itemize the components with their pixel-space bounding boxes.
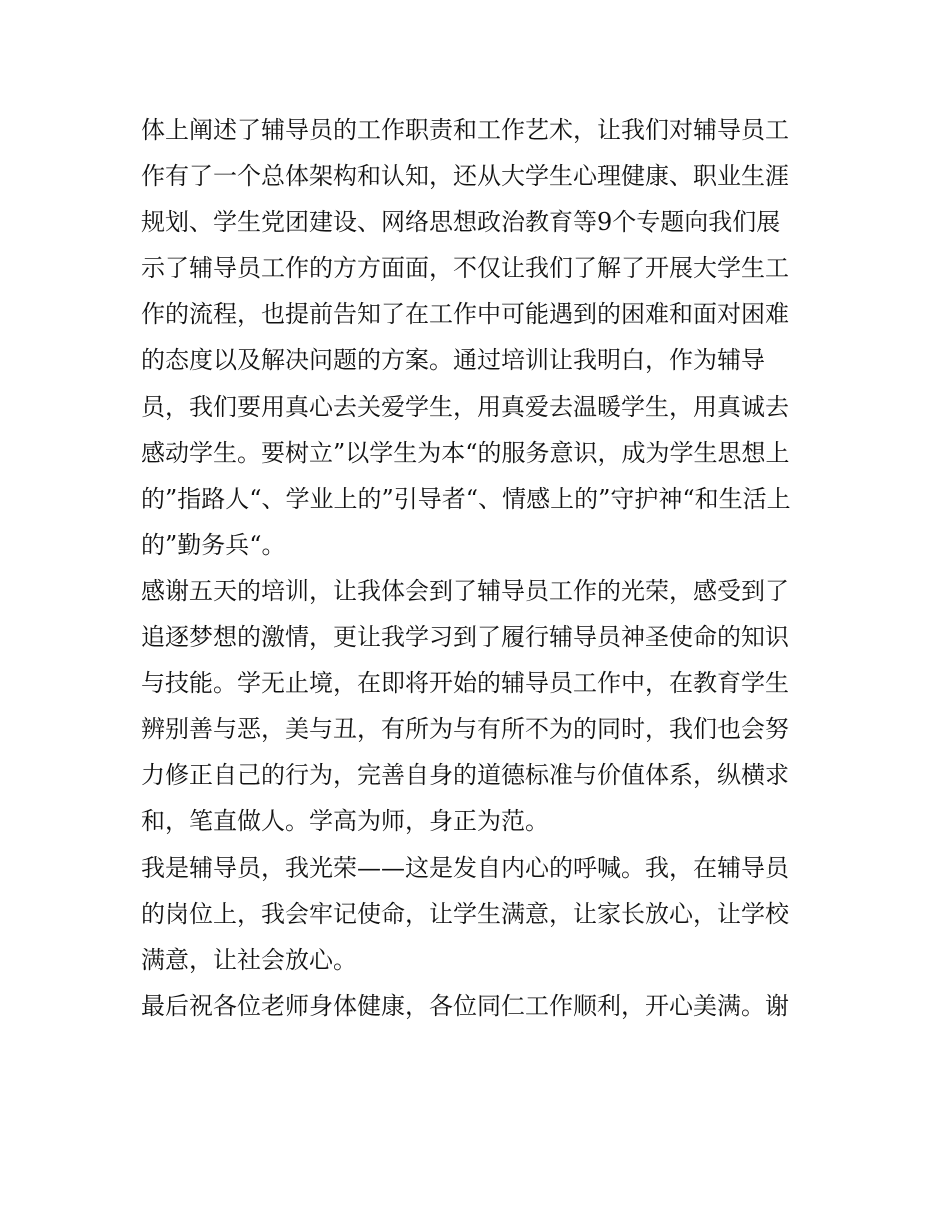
text-line: 的岗位上，我会牢记使命，让学生满意，让家长放心，让学校: [141, 899, 789, 928]
text-line: 员，我们要用真心去关爱学生，用真爱去温暖学生，用真诚去: [141, 392, 789, 421]
text-line: 示了辅导员工作的方方面面，不仅让我们了解了开展大学生工: [141, 254, 789, 283]
text-line: 感动学生。要树立”以学生为本“的服务意识，成为学生思想上: [141, 438, 790, 467]
text-line: 和，笔直做人。学高为师，身正为范。: [141, 807, 549, 836]
text-line: 满意，让社会放心。: [141, 945, 357, 974]
text-line: 辨别善与恶，美与丑，有所为与有所不为的同时，我们也会努: [141, 715, 789, 744]
text-line: 我是辅导员，我光荣——这是发自内心的呼喊。我，在辅导员: [141, 853, 789, 882]
text-line: 的”指路人“、学业上的”引导者“、情感上的”守护神“和生活上: [141, 484, 791, 513]
body-text: [141, 107, 821, 1029]
text-line: 作有了一个总体架构和认知，还从大学生心理健康、职业生涯: [141, 162, 789, 191]
text-line: 规划、学生党团建设、网络思想政治教育等9个专题向我们展: [141, 208, 781, 237]
text-line: 追逐梦想的激情，更让我学习到了履行辅导员神圣使命的知识: [141, 623, 789, 652]
text-line: 体上阐述了辅导员的工作职责和工作艺术，让我们对辅导员工: [141, 116, 789, 144]
text-line: 的”勤务兵“。: [141, 530, 286, 559]
text-line: 作的流程，也提前告知了在工作中可能遇到的困难和面对困难: [141, 300, 789, 329]
text-line: 与技能。学无止境，在即将开始的辅导员工作中，在教育学生: [141, 669, 789, 698]
text-line: 最后祝各位老师身体健康，各位同仁工作顺利，开心美满。谢: [141, 991, 789, 1020]
text-line: 力修正自己的行为，完善自身的道德标准与价值体系，纵横求: [141, 761, 789, 790]
text-line: 感谢五天的培训，让我体会到了辅导员工作的光荣，感受到了: [141, 576, 789, 605]
text-line: 的态度以及解决问题的方案。通过培训让我明白，作为辅导: [141, 346, 765, 375]
